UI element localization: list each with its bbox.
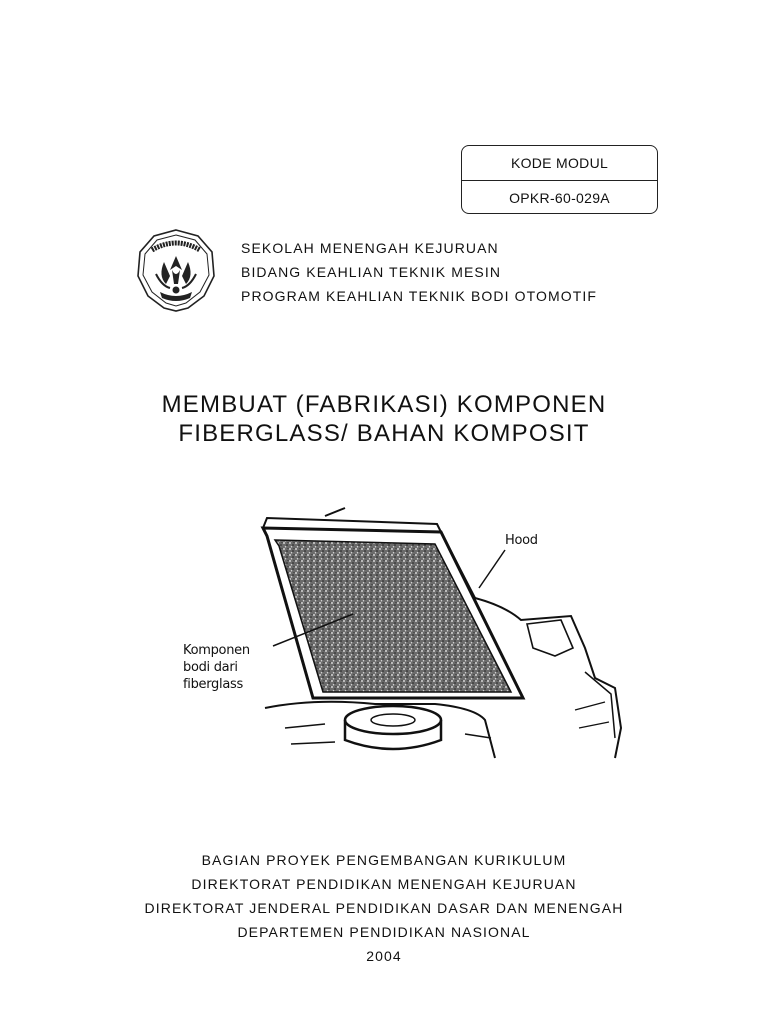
title-line-1: MEMBUAT (FABRIKASI) KOMPONEN [161, 391, 607, 418]
hood-leader-line [479, 550, 505, 588]
title-line-2: FIBERGLASS/ BAHAN KOMPOSIT [178, 420, 590, 447]
publisher-line-project: BAGIAN PROYEK PENGEMBANGAN KURIKULUM [201, 852, 567, 868]
tut-wuri-handayani-logo [134, 226, 218, 314]
component-label-line-1: Komponen [183, 643, 250, 658]
publisher-line-directorate: DIREKTORAT PENDIDIKAN MENENGAH KEJURUAN [191, 876, 577, 892]
institution-line-program: PROGRAM KEAHLIAN TEKNIK BODI OTOMOTIF [241, 288, 598, 304]
publisher-block [0, 848, 768, 968]
component-label [183, 642, 250, 693]
module-code-box [461, 145, 658, 214]
institution-block [241, 236, 597, 308]
document-title [0, 390, 768, 448]
institution-line-field: BIDANG KEAHLIAN TEKNIK MESIN [241, 264, 502, 280]
publisher-line-department: DEPARTEMEN PENDIDIKAN NASIONAL [237, 924, 531, 940]
publication-year: 2004 [366, 948, 402, 964]
module-code-label: KODE MODUL [462, 146, 657, 181]
hood-label: Hood [505, 533, 538, 548]
module-code-value: OPKR-60-029A [509, 190, 610, 206]
publisher-line-directorate-general: DIREKTORAT JENDERAL PENDIDIKAN DASAR DAN MENENGAH [144, 900, 624, 916]
car-hood-drawing [175, 488, 625, 768]
component-label-line-3: fiberglass [183, 677, 243, 692]
institution-line-school: SEKOLAH MENENGAH KEJURUAN [241, 240, 499, 256]
car-hood-illustration [175, 488, 625, 768]
component-label-line-2: bodi dari [183, 660, 238, 675]
